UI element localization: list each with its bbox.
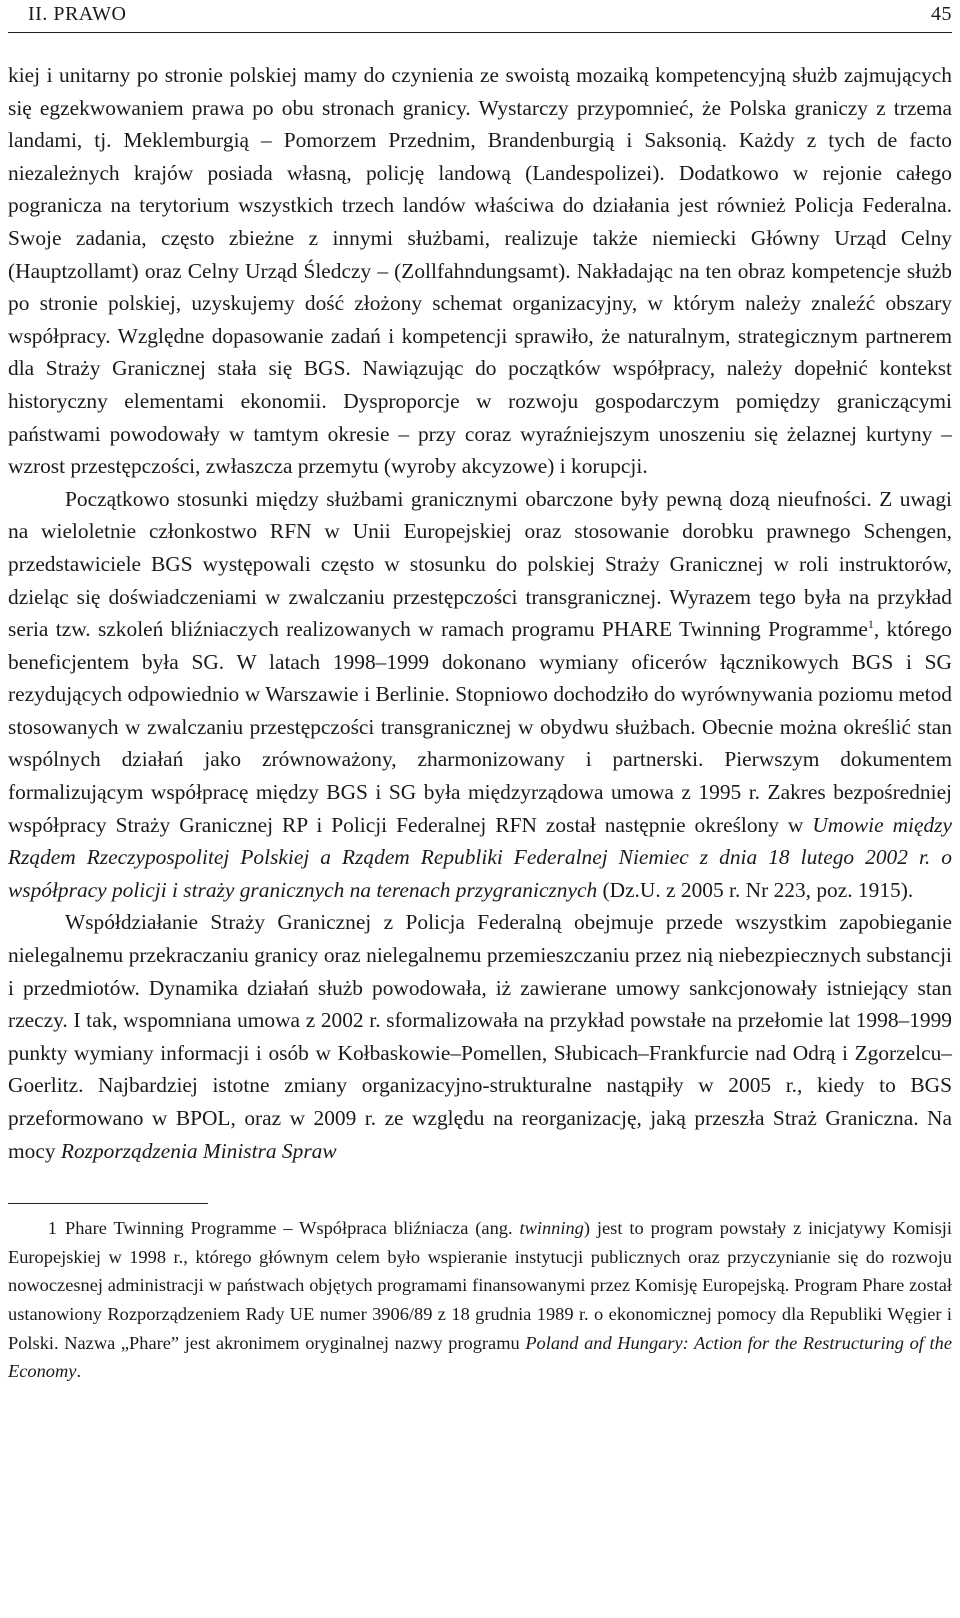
paragraph-2-text-b: , którego beneficjentem była SG. W latach 1998–1999 dokonano wymiany oficerów łącznikowych BGS i SG rezydujących odpowiednio w Warszawie i Berlinie. Stopniowo dochodziło do wyrównywania poziomu metod stosowanych w zwalczaniu przestępczości transgranicznej w obydwu służbach. Obecnie można określić stan wspólnych działań jako zrównoważony, zharmonizowany i partnerski. Pierwszym dokumentem formalizującym współpracę między BGS i SG była międzyrządowa umowa z 1995 r. Zakres bezpośredniej współpracy Straży Granicznej RP i Policji Federalnej RFN został następnie określony w	[8, 617, 952, 837]
footnote-text-c: .	[76, 1361, 82, 1382]
body-text	[8, 59, 952, 1167]
footnote-text-b: ) jest to program powstały z inicjatywy Komisji Europejskiej w 1998 r., którego głównym celem było wspieranie instytucji publicznych oraz przyczynianie się do rozwoju nowoczesnej administracji w państwach objętych programami finansowanymi przez Komisję Europejską. Program Phare został ustanowiony Rozporządzeniem Rady UE numer 3906/89 z 18 grudnia 1989 r. o ekonomicznej pomocy dla Republiki Węgier i Polski. Nazwa „Phare” jest akronimem oryginalnej nazwy programu	[8, 1218, 952, 1353]
footnote-italic-b: Poland and Hungary: Action for the Restructuring of the Economy	[8, 1332, 952, 1382]
chapter-title: II. PRAWO	[28, 3, 127, 25]
footnote-reference[interactable]: 1	[867, 616, 874, 631]
paragraph-2-text-c: (Dz.U. z 2005 r. Nr 223, poz. 1915).	[597, 877, 914, 902]
paragraph-1-text: kiej i unitarny po stronie polskiej mamy do czynienia ze swoistą mozaiką kompetencyjną służb zajmujących się egzekwowaniem prawa po obu stronach granicy. Wystarczy przypomnieć, że Polska graniczy z trzema landami, tj. Meklemburgią – Pomorzem Przednim, Brandenburgią i Saksonią. Każdy z tych de facto niezależnych krajów posiada własną, policję landową (Landespolizei). Dodatkowo w rejonie całego pogranicza na terytorium wszystkich trzech landów właściwa do działania jest również Policja Federalna. Swoje zadania, często zbieżne z innymi służbami, realizuje także niemiecki Główny Urząd Celny (Hauptzollamt) oraz Celny Urząd Śledczy – (Zollfahndungsamt). Nakładając na ten obraz kompetencje służb po stronie polskiej, uzyskujemy dość złożony schemat organizacyjny, w którym należy znaleźć obszary współpracy. Względne dopasowanie zadań i kompetencji sprawiło, że naturalnym, strategicznym partnerem dla Straży Granicznej stała się BGS. Nawiązując do początków współpracy, należy dopełnić kontekst historyczny elementami ekonomii. Dysproporcje w rozwoju gospodarczym pomiędzy graniczącymi państwami powodowały w tamtym okresie – przy coraz wyraźniejszym unoszeniu się żelaznej kurtyny – wzrost przestępczości, zwłaszcza przemytu (wyroby akcyzowe) i korupcji.	[8, 63, 952, 479]
page-number: 45	[931, 3, 952, 25]
paragraph-3-text-a: Współdziałanie Straży Granicznej z Policja Federalną obejmuje przede wszystkim zapobieganie nielegalnemu przekraczaniu granicy oraz nielegalnemu przemieszczaniu przez nią niebezpiecznych substancji i przedmiotów. Dynamika działań służb powodowała, iż zawierane umowy sankcjonowały istniejący stan rzeczy. I tak, wspomniana umowa z 2002 r. sformalizowała na przykład powstałe na przełomie lat 1998–1999 punkty wymiany informacji i osób w Kołbaskowie–Pomellen, Słubicach–Frankfurcie nad Odrą i Zgorzelcu–Goerlitz. Najbardziej istotne zmiany organizacyjno-strukturalne nastąpiły w 2005 r., kiedy to BGS przeformowano w BPOL, oraz w 2009 r. ze względu na reorganizację, jaką przeszła Straż Graniczna. Na mocy	[8, 910, 952, 1163]
footnote-text-a: Phare Twinning Programme – Współpraca bliźniacza (ang.	[65, 1218, 520, 1239]
paragraph-2	[8, 483, 952, 907]
footnote	[8, 1214, 952, 1386]
running-header	[8, 0, 952, 33]
footnote-divider	[8, 1203, 208, 1204]
footnote-italic-a: twinning	[519, 1218, 584, 1239]
paragraph-2-text-a: Początkowo stosunki między służbami granicznymi obarczone były pewną dozą nieufności. Z uwagi na wieloletnie członkostwo RFN w Unii Europejskiej oraz stosowanie dorobku prawnego Schengen, przedstawiciele BGS występowali często w stosunku do polskiej Straży Granicznej w roli instruktorów, dzieląc się doświadczeniami w zwalczaniu przestępczości transgranicznej. Wyrazem tego była na przykład seria tzw. szkoleń bliźniaczych realizowanych w ramach programu PHARE Twinning Programme	[8, 486, 952, 642]
paragraph-2-italic-title: Umowie między Rządem Rzeczypospolitej Polskiej a Rządem Republiki Federalnej Niemiec z dnia 18 lutego 2002 r. o współpracy policji i straży granicznych na terenach przygranicznych	[8, 812, 952, 902]
document-page	[8, 0, 952, 1618]
paragraph-3-italic-title: Rozporządzenia Ministra Spraw	[60, 1138, 337, 1163]
paragraph-3	[8, 906, 952, 1167]
paragraph-1	[8, 59, 952, 483]
footnote-number: 1	[47, 1218, 57, 1239]
